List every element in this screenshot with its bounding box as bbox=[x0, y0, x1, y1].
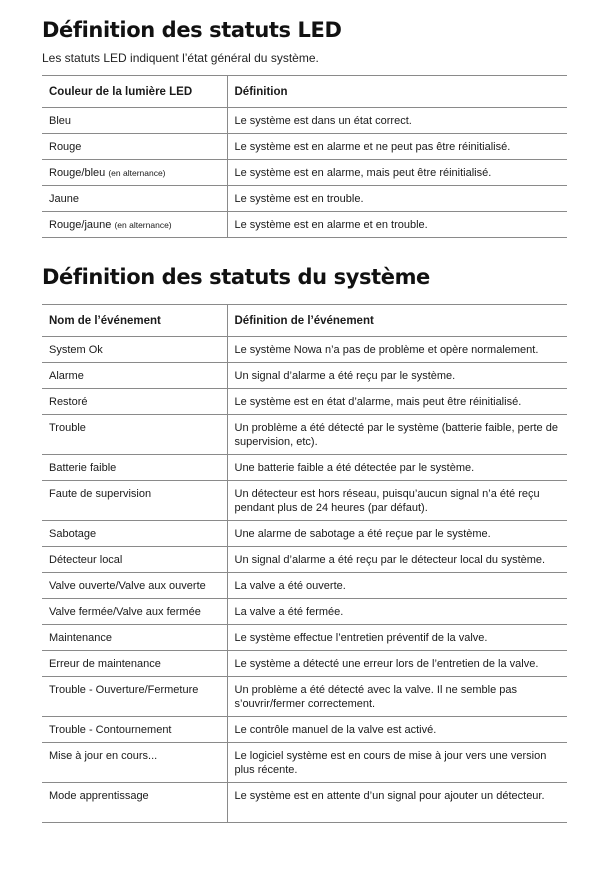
definition-cell: Le système est en trouble. bbox=[227, 186, 567, 212]
event-definition-cell: Le système est en état d’alarme, mais peut être réinitialisé. bbox=[227, 389, 567, 415]
table-row bbox=[42, 625, 567, 651]
event-definition-cell: Un problème a été détecté avec la valve. Il ne semble pas s’ouvrir/fermer correctement. bbox=[227, 677, 567, 717]
table-row bbox=[42, 415, 567, 455]
led-color-label: Rouge/jaune bbox=[49, 219, 112, 231]
event-name-cell: Trouble - Contournement bbox=[42, 717, 227, 743]
led-color-note: (en alternance) bbox=[108, 168, 166, 178]
event-definition-cell: Un problème a été détecté par le système (batterie faible, perte de supervision, etc). bbox=[227, 415, 567, 455]
led-color-cell bbox=[42, 108, 227, 134]
event-name-cell: Valve ouverte/Valve aux ouverte bbox=[42, 573, 227, 599]
table-header-row bbox=[42, 305, 567, 337]
table-row bbox=[42, 599, 567, 625]
table-row bbox=[42, 743, 567, 783]
event-definition-cell: Un détecteur est hors réseau, puisqu’aucun signal n’a été reçu pendant plus de 24 heures (par défaut). bbox=[227, 481, 567, 521]
event-name-cell: Mode apprentissage bbox=[42, 783, 227, 823]
event-name-cell: Sabotage bbox=[42, 521, 227, 547]
event-definition-cell: Une alarme de sabotage a été reçue par le système. bbox=[227, 521, 567, 547]
table-row bbox=[42, 160, 567, 186]
led-color-label: Rouge bbox=[49, 141, 82, 153]
event-definition-cell: La valve a été ouverte. bbox=[227, 573, 567, 599]
event-definition-cell: Le système a détecté une erreur lors de l’entretien de la valve. bbox=[227, 651, 567, 677]
table-row bbox=[42, 337, 567, 363]
table-row bbox=[42, 783, 567, 823]
table-row bbox=[42, 108, 567, 134]
event-definition-cell: Le système est en attente d’un signal pour ajouter un détecteur. bbox=[227, 783, 567, 823]
led-color-cell bbox=[42, 212, 227, 238]
event-name-cell: Valve fermée/Valve aux fermée bbox=[42, 599, 227, 625]
table-row bbox=[42, 651, 567, 677]
table-row bbox=[42, 186, 567, 212]
column-header: Définition de l’événement bbox=[227, 305, 567, 337]
event-definition-cell: Un signal d’alarme a été reçu par le système. bbox=[227, 363, 567, 389]
system-section-title: Définition des statuts du système bbox=[42, 265, 430, 289]
event-name-cell: Faute de supervision bbox=[42, 481, 227, 521]
led-color-cell bbox=[42, 160, 227, 186]
table-row bbox=[42, 212, 567, 238]
event-name-cell: Détecteur local bbox=[42, 547, 227, 573]
definition-cell: Le système est en alarme et en trouble. bbox=[227, 212, 567, 238]
led-color-label: Jaune bbox=[49, 193, 79, 205]
event-name-cell: Maintenance bbox=[42, 625, 227, 651]
event-definition-cell: Un signal d’alarme a été reçu par le détecteur local du système. bbox=[227, 547, 567, 573]
led-section-subtitle: Les statuts LED indiquent l’état général du système. bbox=[42, 51, 319, 65]
table-row bbox=[42, 134, 567, 160]
event-name-cell: Batterie faible bbox=[42, 455, 227, 481]
table-row bbox=[42, 677, 567, 717]
table-row bbox=[42, 389, 567, 415]
definition-cell: Le système est dans un état correct. bbox=[227, 108, 567, 134]
column-header: Couleur de la lumière LED bbox=[42, 76, 227, 108]
table-row bbox=[42, 717, 567, 743]
led-color-cell bbox=[42, 134, 227, 160]
event-name-cell: System Ok bbox=[42, 337, 227, 363]
event-definition-cell: Le contrôle manuel de la valve est activé. bbox=[227, 717, 567, 743]
led-color-label: Bleu bbox=[49, 115, 72, 127]
led-section-title: Définition des statuts LED bbox=[42, 18, 342, 42]
event-name-cell: Mise à jour en cours... bbox=[42, 743, 227, 783]
definition-cell: Le système est en alarme et ne peut pas être réinitialisé. bbox=[227, 134, 567, 160]
table-row bbox=[42, 521, 567, 547]
event-name-cell: Trouble - Ouverture/Fermeture bbox=[42, 677, 227, 717]
led-status-table bbox=[42, 75, 567, 238]
table-row bbox=[42, 455, 567, 481]
table-row bbox=[42, 547, 567, 573]
system-status-table bbox=[42, 304, 567, 823]
led-color-note: (en alternance) bbox=[114, 220, 172, 230]
table-row bbox=[42, 481, 567, 521]
event-definition-cell: La valve a été fermée. bbox=[227, 599, 567, 625]
table-header-row bbox=[42, 76, 567, 108]
event-name-cell: Alarme bbox=[42, 363, 227, 389]
event-name-cell: Restoré bbox=[42, 389, 227, 415]
event-name-cell: Trouble bbox=[42, 415, 227, 455]
event-definition-cell: Le système effectue l’entretien préventif de la valve. bbox=[227, 625, 567, 651]
definition-cell: Le système est en alarme, mais peut être réinitialisé. bbox=[227, 160, 567, 186]
led-color-cell bbox=[42, 186, 227, 212]
event-definition-cell: Le système Nowa n’a pas de problème et opère normalement. bbox=[227, 337, 567, 363]
table-row bbox=[42, 573, 567, 599]
column-header: Définition bbox=[227, 76, 567, 108]
event-definition-cell: Le logiciel système est en cours de mise à jour vers une version plus récente. bbox=[227, 743, 567, 783]
led-color-label: Rouge/bleu bbox=[49, 167, 106, 179]
column-header: Nom de l’événement bbox=[42, 305, 227, 337]
event-name-cell: Erreur de maintenance bbox=[42, 651, 227, 677]
event-definition-cell: Une batterie faible a été détectée par le système. bbox=[227, 455, 567, 481]
table-row bbox=[42, 363, 567, 389]
